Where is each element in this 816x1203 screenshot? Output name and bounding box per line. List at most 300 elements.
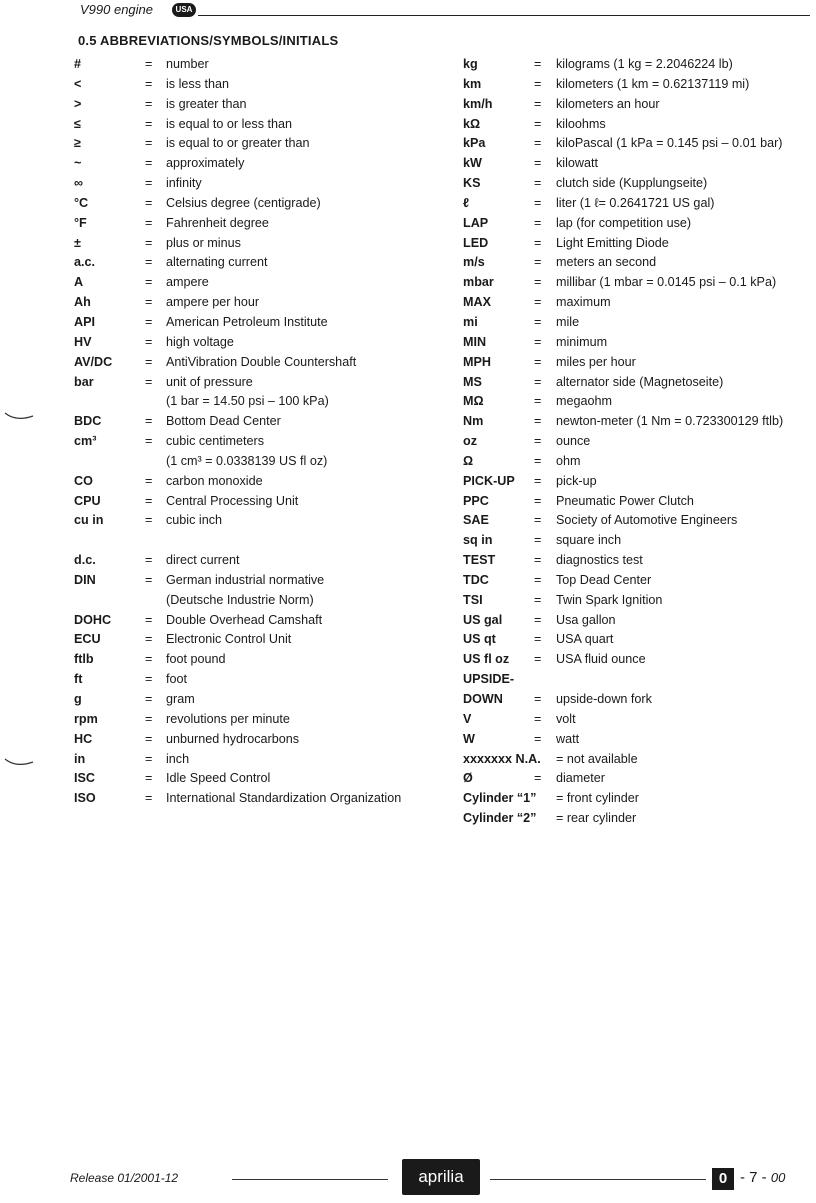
- abbreviation-term: Cylinder “2”: [463, 811, 537, 826]
- usa-badge-icon: USA: [172, 3, 196, 17]
- abbreviation-term: d.c.: [74, 553, 96, 568]
- page-header: [0, 0, 816, 24]
- abbreviation-term: bar: [74, 374, 94, 389]
- abbreviation-definition: alternating current: [166, 255, 268, 270]
- abbreviation-row: [463, 273, 813, 293]
- page-footer: [0, 1155, 816, 1203]
- abbreviation-row: [74, 551, 454, 571]
- abbreviation-definition: Central Processing Unit: [166, 493, 299, 508]
- page-version: 00: [770, 1170, 786, 1185]
- abbreviation-definition: liter (1 ℓ= 0.2641721 US gal): [556, 195, 715, 210]
- abbreviation-row: [74, 95, 454, 115]
- abbreviation-term: kPa: [463, 136, 486, 151]
- equals-sign: =: [534, 652, 542, 667]
- abbreviation-definition: infinity: [166, 176, 202, 191]
- equals-sign: =: [145, 314, 153, 329]
- abbreviation-term: mi: [463, 314, 478, 329]
- right-column: [463, 55, 813, 829]
- equals-sign: =: [534, 572, 542, 587]
- equals-sign: =: [145, 771, 153, 786]
- equals-sign: =: [534, 731, 542, 746]
- abbreviation-definition: Usa gallon: [556, 612, 616, 627]
- equals-sign: =: [145, 692, 153, 706]
- page-number: [740, 1169, 785, 1186]
- abbreviation-definition: kilometers (1 km = 0.62137119 mi): [556, 76, 750, 91]
- abbreviation-definition: is greater than: [166, 96, 247, 111]
- abbreviation-row: [74, 333, 454, 353]
- abbreviation-definition: kiloohms: [556, 116, 606, 131]
- abbreviation-row: [74, 75, 454, 95]
- binding-mark-icon: [4, 412, 34, 422]
- equals-sign: =: [534, 592, 542, 607]
- abbreviation-term: cu in: [74, 513, 104, 528]
- equals-sign: =: [145, 493, 153, 508]
- abbreviation-term: MIN: [463, 334, 487, 349]
- abbreviation-term: kΩ: [463, 116, 481, 131]
- abbreviation-term: m/s: [463, 255, 485, 270]
- abbreviation-definition: Fahrenheit degree: [166, 215, 269, 230]
- abbreviation-definition: approximately: [166, 156, 245, 171]
- abbreviation-definition: foot: [166, 672, 188, 687]
- abbreviation-row: [74, 412, 454, 432]
- abbreviation-term: DOWN: [463, 692, 503, 706]
- abbreviation-row: [463, 551, 813, 571]
- abbreviation-term: MΩ: [463, 394, 484, 409]
- equals-sign: =: [534, 116, 542, 131]
- abbreviation-row: [463, 710, 813, 730]
- abbreviation-term: ±: [74, 235, 81, 250]
- abbreviation-row: [463, 472, 813, 492]
- abbreviation-term: UPSIDE-: [463, 672, 515, 687]
- abbreviation-definition: carbon monoxide: [166, 473, 263, 488]
- equals-sign: =: [534, 692, 542, 706]
- abbreviation-definition: revolutions per minute: [166, 711, 290, 726]
- equals-sign: =: [534, 235, 542, 250]
- abbreviation-row: [74, 710, 454, 730]
- abbreviation-term: US qt: [463, 632, 496, 647]
- abbreviation-row: [463, 591, 813, 611]
- abbreviation-definition: ampere: [166, 275, 209, 290]
- equals-sign: =: [534, 533, 542, 548]
- abbreviation-row: [463, 174, 813, 194]
- equals-sign: =: [145, 791, 153, 806]
- equals-sign: =: [145, 374, 153, 389]
- equals-sign: =: [145, 652, 153, 667]
- abbreviation-definition: millibar (1 mbar = 0.0145 psi – 0.1 kPa): [556, 275, 777, 290]
- equals-sign: =: [534, 374, 542, 389]
- abbreviation-term: ISO: [74, 791, 96, 806]
- abbreviation-definition: upside-down fork: [556, 692, 652, 706]
- abbreviation-row: [74, 769, 454, 789]
- abbreviation-row: [463, 353, 813, 373]
- equals-sign: =: [145, 751, 153, 766]
- abbreviation-term: cm³: [74, 434, 97, 449]
- abbreviation-row: [463, 234, 813, 254]
- equals-sign: =: [145, 632, 153, 647]
- abbreviation-row: [463, 809, 813, 829]
- abbreviation-term: LED: [463, 235, 489, 250]
- equals-sign: =: [145, 275, 153, 290]
- abbreviation-term: mbar: [463, 275, 494, 290]
- abbreviation-row: [463, 452, 813, 472]
- abbreviation-term: TSI: [463, 592, 483, 607]
- equals-sign: =: [534, 394, 542, 409]
- equals-sign: =: [534, 275, 542, 290]
- abbreviation-definition: is less than: [166, 76, 229, 91]
- abbreviation-row: [463, 55, 813, 75]
- abbreviation-row: [74, 531, 454, 551]
- equals-sign: =: [145, 334, 153, 349]
- abbreviation-definition: American Petroleum Institute: [166, 314, 328, 329]
- abbreviation-definition: direct current: [166, 553, 240, 568]
- abbreviation-definition: is equal to or less than: [166, 116, 293, 131]
- equals-sign: =: [145, 215, 153, 230]
- abbreviation-term: Nm: [463, 414, 484, 429]
- abbreviation-definition: ampere per hour: [166, 295, 260, 310]
- abbreviation-row: [463, 293, 813, 313]
- abbreviation-definition: megaohm: [556, 394, 613, 409]
- abbreviation-term: km: [463, 76, 482, 91]
- abbreviation-row: [74, 452, 454, 472]
- abbreviation-row: [74, 472, 454, 492]
- abbreviation-definition: number: [166, 57, 209, 71]
- abbreviation-definition: watt: [556, 731, 580, 746]
- release-label: Release 01/2001-12: [70, 1171, 179, 1185]
- abbreviation-row: [74, 253, 454, 273]
- abbreviation-definition: meters an second: [556, 255, 657, 270]
- equals-sign: =: [145, 136, 153, 151]
- abbreviation-term: rpm: [74, 711, 98, 726]
- abbreviation-definition: Idle Speed Control: [166, 771, 271, 786]
- abbreviation-row: [463, 492, 813, 512]
- abbreviation-definition: = rear cylinder: [556, 811, 637, 826]
- abbreviation-row: [74, 432, 454, 452]
- abbreviation-term: <: [74, 76, 82, 91]
- abbreviation-definition: Light Emitting Diode: [556, 235, 669, 250]
- abbreviation-row: [463, 392, 813, 412]
- abbreviation-term: sq in: [463, 533, 493, 548]
- abbreviation-row: [463, 412, 813, 432]
- abbreviation-row: [74, 750, 454, 770]
- equals-sign: =: [145, 176, 153, 191]
- equals-sign: =: [534, 513, 542, 528]
- abbreviation-row: [74, 591, 454, 611]
- abbreviation-definition: alternator side (Magnetoseite): [556, 374, 724, 389]
- left-column: [74, 55, 454, 809]
- equals-sign: =: [534, 711, 542, 726]
- abbreviation-definition: kilograms (1 kg = 2.2046224 lb): [556, 57, 733, 71]
- abbreviation-row: [463, 630, 813, 650]
- abbreviation-definition: kiloPascal (1 kPa = 0.145 psi – 0.01 bar): [556, 136, 783, 151]
- abbreviation-row: [463, 75, 813, 95]
- abbreviation-term: AV/DC: [74, 354, 113, 369]
- abbreviation-row: [74, 611, 454, 631]
- equals-sign: =: [145, 354, 153, 369]
- abbreviation-term: KS: [463, 176, 481, 191]
- equals-sign: =: [145, 672, 153, 687]
- abbreviation-definition: is equal to or greater than: [166, 136, 310, 151]
- abbreviation-row: [74, 234, 454, 254]
- abbreviation-row: [463, 611, 813, 631]
- abbreviation-term: ℓ: [463, 195, 470, 210]
- abbreviation-term: MAX: [463, 295, 491, 310]
- abbreviation-row: [74, 134, 454, 154]
- abbreviation-definition: Celsius degree (centigrade): [166, 195, 321, 210]
- equals-sign: =: [145, 57, 153, 71]
- abbreviation-row: [463, 670, 813, 690]
- equals-sign: =: [145, 96, 153, 111]
- abbreviation-row: [463, 750, 813, 770]
- equals-sign: =: [145, 255, 153, 270]
- abbreviation-row: [74, 55, 454, 75]
- equals-sign: =: [145, 414, 153, 429]
- abbreviation-definition: Twin Spark Ignition: [556, 592, 663, 607]
- abbreviation-term: V: [463, 711, 472, 726]
- equals-sign: =: [534, 57, 542, 71]
- abbreviation-term: PICK-UP: [463, 473, 515, 488]
- abbreviation-definition: ounce: [556, 434, 591, 449]
- abbreviation-term: US gal: [463, 612, 503, 627]
- abbreviation-definition: pick-up: [556, 473, 597, 488]
- abbreviation-definition: lap (for competition use): [556, 215, 692, 230]
- abbreviation-term: MS: [463, 374, 482, 389]
- abbreviation-row: [463, 313, 813, 333]
- abbreviation-definition: International Standardization Organization: [166, 791, 402, 806]
- equals-sign: =: [534, 76, 542, 91]
- abbreviation-definition: maximum: [556, 295, 611, 310]
- abbreviation-definition: = not available: [556, 751, 638, 766]
- abbreviation-row: [463, 134, 813, 154]
- abbreviation-definition: (1 cm³ = 0.0338139 US fl oz): [166, 453, 328, 468]
- abbreviation-definition: volt: [556, 711, 576, 726]
- abbreviation-definition: USA quart: [556, 632, 614, 647]
- header-title: V990 engine: [80, 2, 154, 17]
- abbreviation-row: [74, 194, 454, 214]
- abbreviation-definition: (1 bar = 14.50 psi – 100 kPa): [166, 394, 329, 409]
- abbreviation-term: ≥: [74, 136, 81, 151]
- abbreviation-row: [74, 373, 454, 393]
- equals-sign: =: [534, 434, 542, 449]
- abbreviation-row: [463, 769, 813, 789]
- abbreviation-row: [463, 115, 813, 135]
- abbreviation-row: [463, 95, 813, 115]
- abbreviation-definition: Double Overhead Camshaft: [166, 612, 323, 627]
- equals-sign: =: [534, 771, 542, 786]
- abbreviation-definition: diagnostics test: [556, 553, 643, 568]
- abbreviation-row: [74, 154, 454, 174]
- abbreviation-term: ≤: [74, 116, 81, 131]
- equals-sign: =: [534, 136, 542, 151]
- equals-sign: =: [145, 156, 153, 171]
- abbreviation-definition: cubic centimeters: [166, 434, 264, 449]
- abbreviation-definition: high voltage: [166, 334, 234, 349]
- abbreviation-term: a.c.: [74, 255, 96, 270]
- abbreviation-definition: Top Dead Center: [556, 572, 652, 587]
- abbreviation-row: [463, 373, 813, 393]
- abbreviation-definition: AntiVibration Double Countershaft: [166, 354, 357, 369]
- abbreviation-row: [463, 650, 813, 670]
- equals-sign: =: [145, 473, 153, 488]
- equals-sign: =: [534, 553, 542, 568]
- equals-sign: =: [534, 255, 542, 270]
- abbreviation-row: [74, 630, 454, 650]
- binding-mark-icon: [4, 758, 34, 768]
- equals-sign: =: [534, 176, 542, 191]
- abbreviation-term: TDC: [463, 572, 489, 587]
- abbreviation-term: HC: [74, 731, 93, 746]
- abbreviation-definition: newton-meter (1 Nm = 0.723300129 ftlb): [556, 414, 784, 429]
- section-number-badge: 0: [712, 1168, 734, 1190]
- abbreviation-row: [463, 531, 813, 551]
- abbreviation-definition: minimum: [556, 334, 608, 349]
- abbreviation-definition: diameter: [556, 771, 605, 786]
- abbreviation-row: [74, 650, 454, 670]
- abbreviation-row: [74, 730, 454, 750]
- abbreviation-row: [74, 313, 454, 333]
- equals-sign: =: [534, 334, 542, 349]
- abbreviation-definition: gram: [166, 692, 195, 706]
- equals-sign: =: [534, 414, 542, 429]
- abbreviation-term: LAP: [463, 215, 489, 230]
- abbreviation-term: ISC: [74, 771, 95, 786]
- abbreviation-row: [463, 194, 813, 214]
- abbreviation-term: Ω: [463, 453, 474, 468]
- footer-rule: [232, 1179, 388, 1180]
- abbreviation-term: API: [74, 314, 95, 329]
- abbreviation-definition: unburned hydrocarbons: [166, 731, 300, 746]
- abbreviation-term: oz: [463, 434, 477, 449]
- abbreviation-row: [463, 511, 813, 531]
- abbreviation-row: [74, 273, 454, 293]
- abbreviation-row: [74, 115, 454, 135]
- abbreviation-row: [74, 392, 454, 412]
- abbreviation-definition: USA fluid ounce: [556, 652, 646, 667]
- abbreviation-definition: inch: [166, 751, 190, 766]
- abbreviation-term: A: [74, 275, 84, 290]
- page-label: - 7 -: [740, 1169, 767, 1186]
- abbreviation-term: km/h: [463, 96, 493, 111]
- abbreviation-row: [74, 492, 454, 512]
- equals-sign: =: [534, 156, 542, 171]
- equals-sign: =: [145, 553, 153, 568]
- abbreviation-term: PPC: [463, 493, 489, 508]
- abbreviation-row: [74, 789, 454, 809]
- abbreviation-term: TEST: [463, 553, 496, 568]
- abbreviation-term: Ah: [74, 295, 91, 310]
- equals-sign: =: [534, 632, 542, 647]
- abbreviation-term: Ø: [463, 771, 473, 786]
- equals-sign: =: [145, 572, 153, 587]
- equals-sign: =: [145, 612, 153, 627]
- equals-sign: =: [534, 493, 542, 508]
- equals-sign: =: [534, 354, 542, 369]
- abbreviation-definition: foot pound: [166, 652, 226, 667]
- abbreviation-term: HV: [74, 334, 92, 349]
- footer-rule: [490, 1179, 706, 1180]
- equals-sign: =: [534, 295, 542, 310]
- abbreviation-term: >: [74, 96, 82, 111]
- equals-sign: =: [145, 295, 153, 310]
- header-rule: [198, 15, 810, 16]
- abbreviation-term: Cylinder “1”: [463, 791, 537, 806]
- abbreviation-term: DIN: [74, 572, 96, 587]
- abbreviation-definition: Electronic Control Unit: [166, 632, 292, 647]
- abbreviation-definition: = front cylinder: [556, 791, 639, 806]
- abbreviation-term: kg: [463, 57, 478, 71]
- equals-sign: =: [534, 195, 542, 210]
- abbreviation-term: MPH: [463, 354, 491, 369]
- abbreviation-term: ECU: [74, 632, 101, 647]
- abbreviation-definition: miles per hour: [556, 354, 636, 369]
- equals-sign: =: [145, 434, 153, 449]
- abbreviation-row: [74, 174, 454, 194]
- equals-sign: =: [534, 215, 542, 230]
- abbreviation-row: [74, 293, 454, 313]
- aprilia-logo: aprilia: [402, 1159, 480, 1195]
- abbreviation-definition: unit of pressure: [166, 374, 253, 389]
- abbreviation-row: [74, 690, 454, 710]
- abbreviation-term: W: [463, 731, 475, 746]
- section-title: 0.5 ABBREVIATIONS/SYMBOLS/INITIALS: [78, 33, 339, 48]
- abbreviation-term: CO: [74, 473, 93, 488]
- abbreviation-row: [463, 253, 813, 273]
- abbreviation-term: ~: [74, 156, 82, 171]
- abbreviation-term: CPU: [74, 493, 101, 508]
- abbreviation-term: US fl oz: [463, 652, 510, 667]
- abbreviation-term: g: [74, 692, 82, 706]
- abbreviation-row: [463, 690, 813, 710]
- abbreviation-term: BDC: [74, 414, 102, 429]
- abbreviation-row: [74, 571, 454, 591]
- abbreviation-row: [74, 353, 454, 373]
- abbreviation-definition: ohm: [556, 453, 581, 468]
- equals-sign: =: [534, 314, 542, 329]
- equals-sign: =: [145, 76, 153, 91]
- abbreviation-term: °F: [74, 215, 87, 230]
- abbreviation-term: #: [74, 57, 82, 71]
- abbreviation-row: [463, 154, 813, 174]
- abbreviation-definition: mile: [556, 314, 580, 329]
- abbreviation-row: [463, 571, 813, 591]
- abbreviation-definition: Society of Automotive Engineers: [556, 513, 738, 528]
- abbreviation-row: [463, 432, 813, 452]
- abbreviation-definition: Pneumatic Power Clutch: [556, 493, 694, 508]
- abbreviation-definition: clutch side (Kupplungseite): [556, 176, 708, 191]
- abbreviation-term: xxxxxxx N.A.: [463, 751, 541, 766]
- abbreviation-row: [74, 670, 454, 690]
- abbreviation-definition: plus or minus: [166, 235, 241, 250]
- equals-sign: =: [145, 116, 153, 131]
- equals-sign: =: [145, 235, 153, 250]
- abbreviation-definition: square inch: [556, 533, 622, 548]
- abbreviation-row: [463, 789, 813, 809]
- equals-sign: =: [534, 96, 542, 111]
- abbreviation-term: °C: [74, 195, 89, 210]
- abbreviation-term: kW: [463, 156, 482, 171]
- abbreviation-row: [463, 730, 813, 750]
- abbreviation-term: ft: [74, 672, 83, 687]
- abbreviation-definition: German industrial normative: [166, 572, 325, 587]
- equals-sign: =: [145, 711, 153, 726]
- equals-sign: =: [534, 473, 542, 488]
- abbreviation-definition: cubic inch: [166, 513, 223, 528]
- abbreviation-definition: kilometers an hour: [556, 96, 660, 111]
- abbreviation-definition: Bottom Dead Center: [166, 414, 281, 429]
- abbreviation-row: [463, 214, 813, 234]
- abbreviation-term: SAE: [463, 513, 489, 528]
- abbreviation-term: ftlb: [74, 652, 94, 667]
- abbreviation-term: in: [74, 751, 86, 766]
